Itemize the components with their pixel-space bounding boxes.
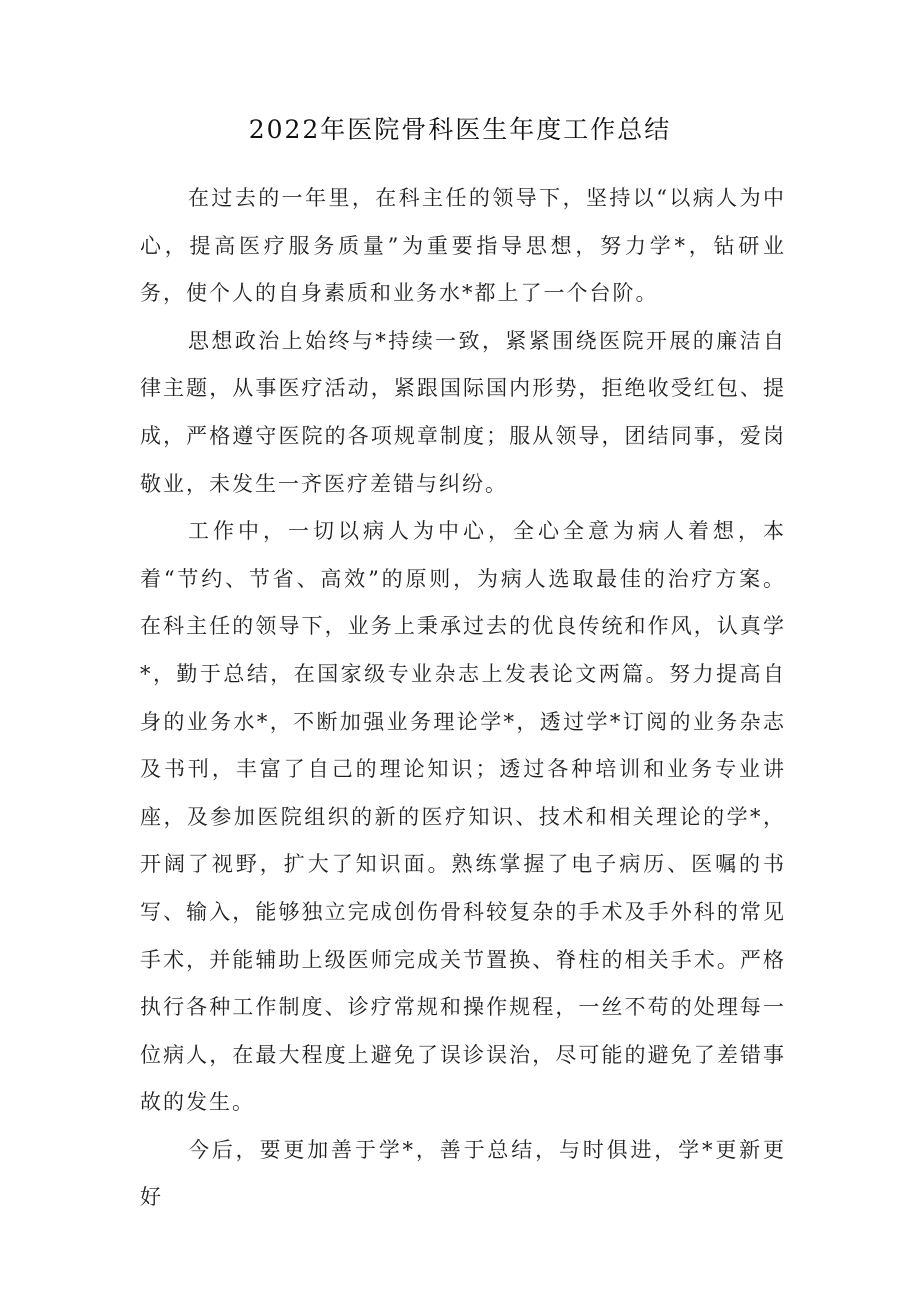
document-title: 2022年医院骨科医生年度工作总结 [248,115,672,144]
paragraph-future: 今后，要更加善于学*，善于总结，与时俱进，学*更新更好 [140,1137,786,1210]
paragraph-intro: 在过去的一年里，在科主任的领导下，坚持以“以病人为中心，提高医疗服务质量”为重要指导思想，努力学*，钻研业务，使个人的自身素质和业务水*都上了一个台阶。 [140,186,786,306]
document-body [140,175,786,1222]
paragraph-work: 工作中，一切以病人为中心，全心全意为病人着想，本着“节约、节省、高效”的原则，为病人选取最佳的治疗方案。在科主任的领导下，业务上秉承过去的优良传统和作风，认真学*，勤于总结，在国家级专业杂志上发表论文两篇。努力提高自身的业务水*，不断加强业务理论学*，透过学*订阅的业务杂志及书刊，丰富了自己的理论知识；透过各种培训和业务专业讲座，及参加医院组织的新的医疗知识、技术和相关理论的学*，开阔了视野，扩大了知识面。熟练掌握了电子病历、医嘱的书写、输入，能够独立完成创伤骨科较复杂的手术及手外科的常见手术，并能辅助上级医师完成关节置换、脊柱的相关手术。严格执行各种工作制度、诊疗常规和操作规程，一丝不苟的处理每一位病人，在最大程度上避免了误诊误治，尽可能的避免了差错事故的发生。 [140,519,786,1115]
paragraph-political: 思想政治上始终与*持续一致，紧紧围绕医院开展的廉洁自律主题，从事医疗活动，紧跟国际国内形势，拒绝收受红包、提成，严格遵守医院的各项规章制度；服从领导，团结同事，爱岗敬业，未发生一齐医疗差错与纠纷。 [140,328,786,496]
